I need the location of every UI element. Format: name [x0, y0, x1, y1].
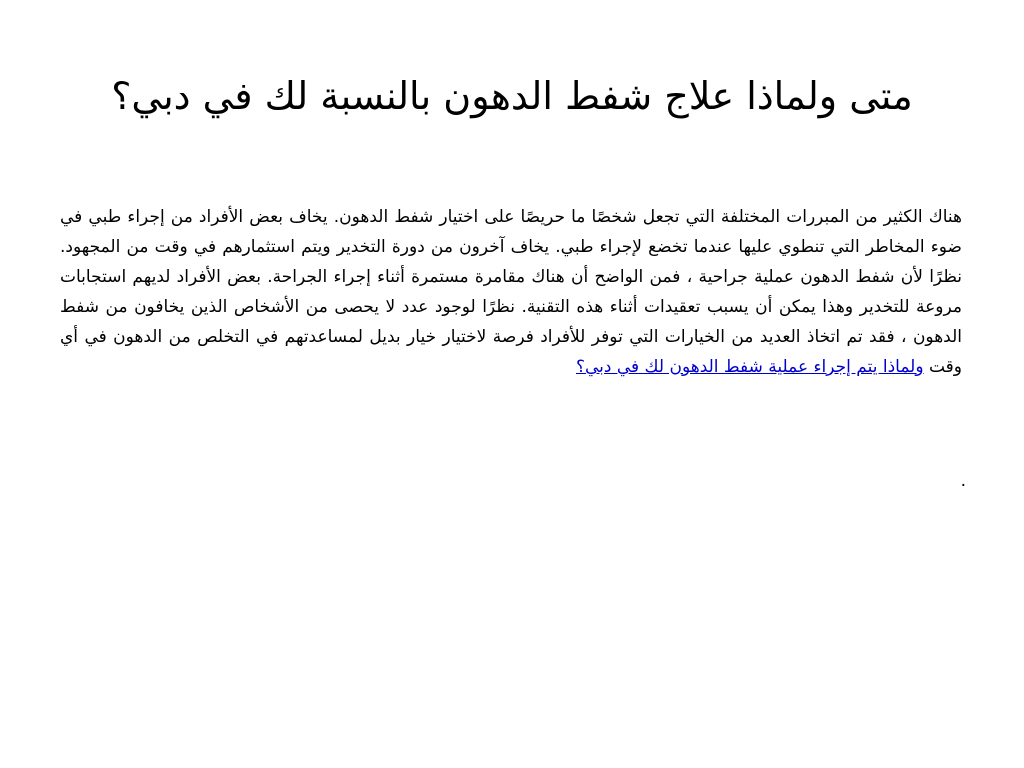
slide-body: [60, 202, 962, 382]
article-link[interactable]: ولماذا يتم إجراء عملية شفط الدهون لك في دبي؟: [575, 357, 924, 377]
body-text: هناك الكثير من المبررات المختلفة التي تجعل شخصًا ما حريصًا على اختيار شفط الدهون. يخاف بعض الأفراد من إجراء طبي في ضوء المخاطر التي تنطوي عليها عندما تخضع لإجراء طبي. يخاف آخرون من دورة التخدير ويتم استثمارهم في وقت من المجهود. نظرًا لأن شفط الدهون عملية جراحية ، فمن الواضح أن هناك مقامرة مستمرة أثناء إجراء الجراحة. بعض الأفراد لديهم استجابات مروعة للتخدير وهذا يمكن أن يسبب تعقيدات أثناء هذه التقنية. نظرًا لوجود عدد لا يحصى من الأشخاص الذين يخافون من شفط الدهون ، فقد تم اتخاذ العديد من الخيارات التي توفر للأفراد فرصة لاختيار خيار بديل لمساعدتهم في التخلص من الدهون في أي وقت: [60, 207, 962, 377]
slide-title: متى ولماذا علاج شفط الدهون بالنسبة لك في دبي؟: [111, 74, 913, 118]
trailing-period: .: [960, 471, 966, 491]
